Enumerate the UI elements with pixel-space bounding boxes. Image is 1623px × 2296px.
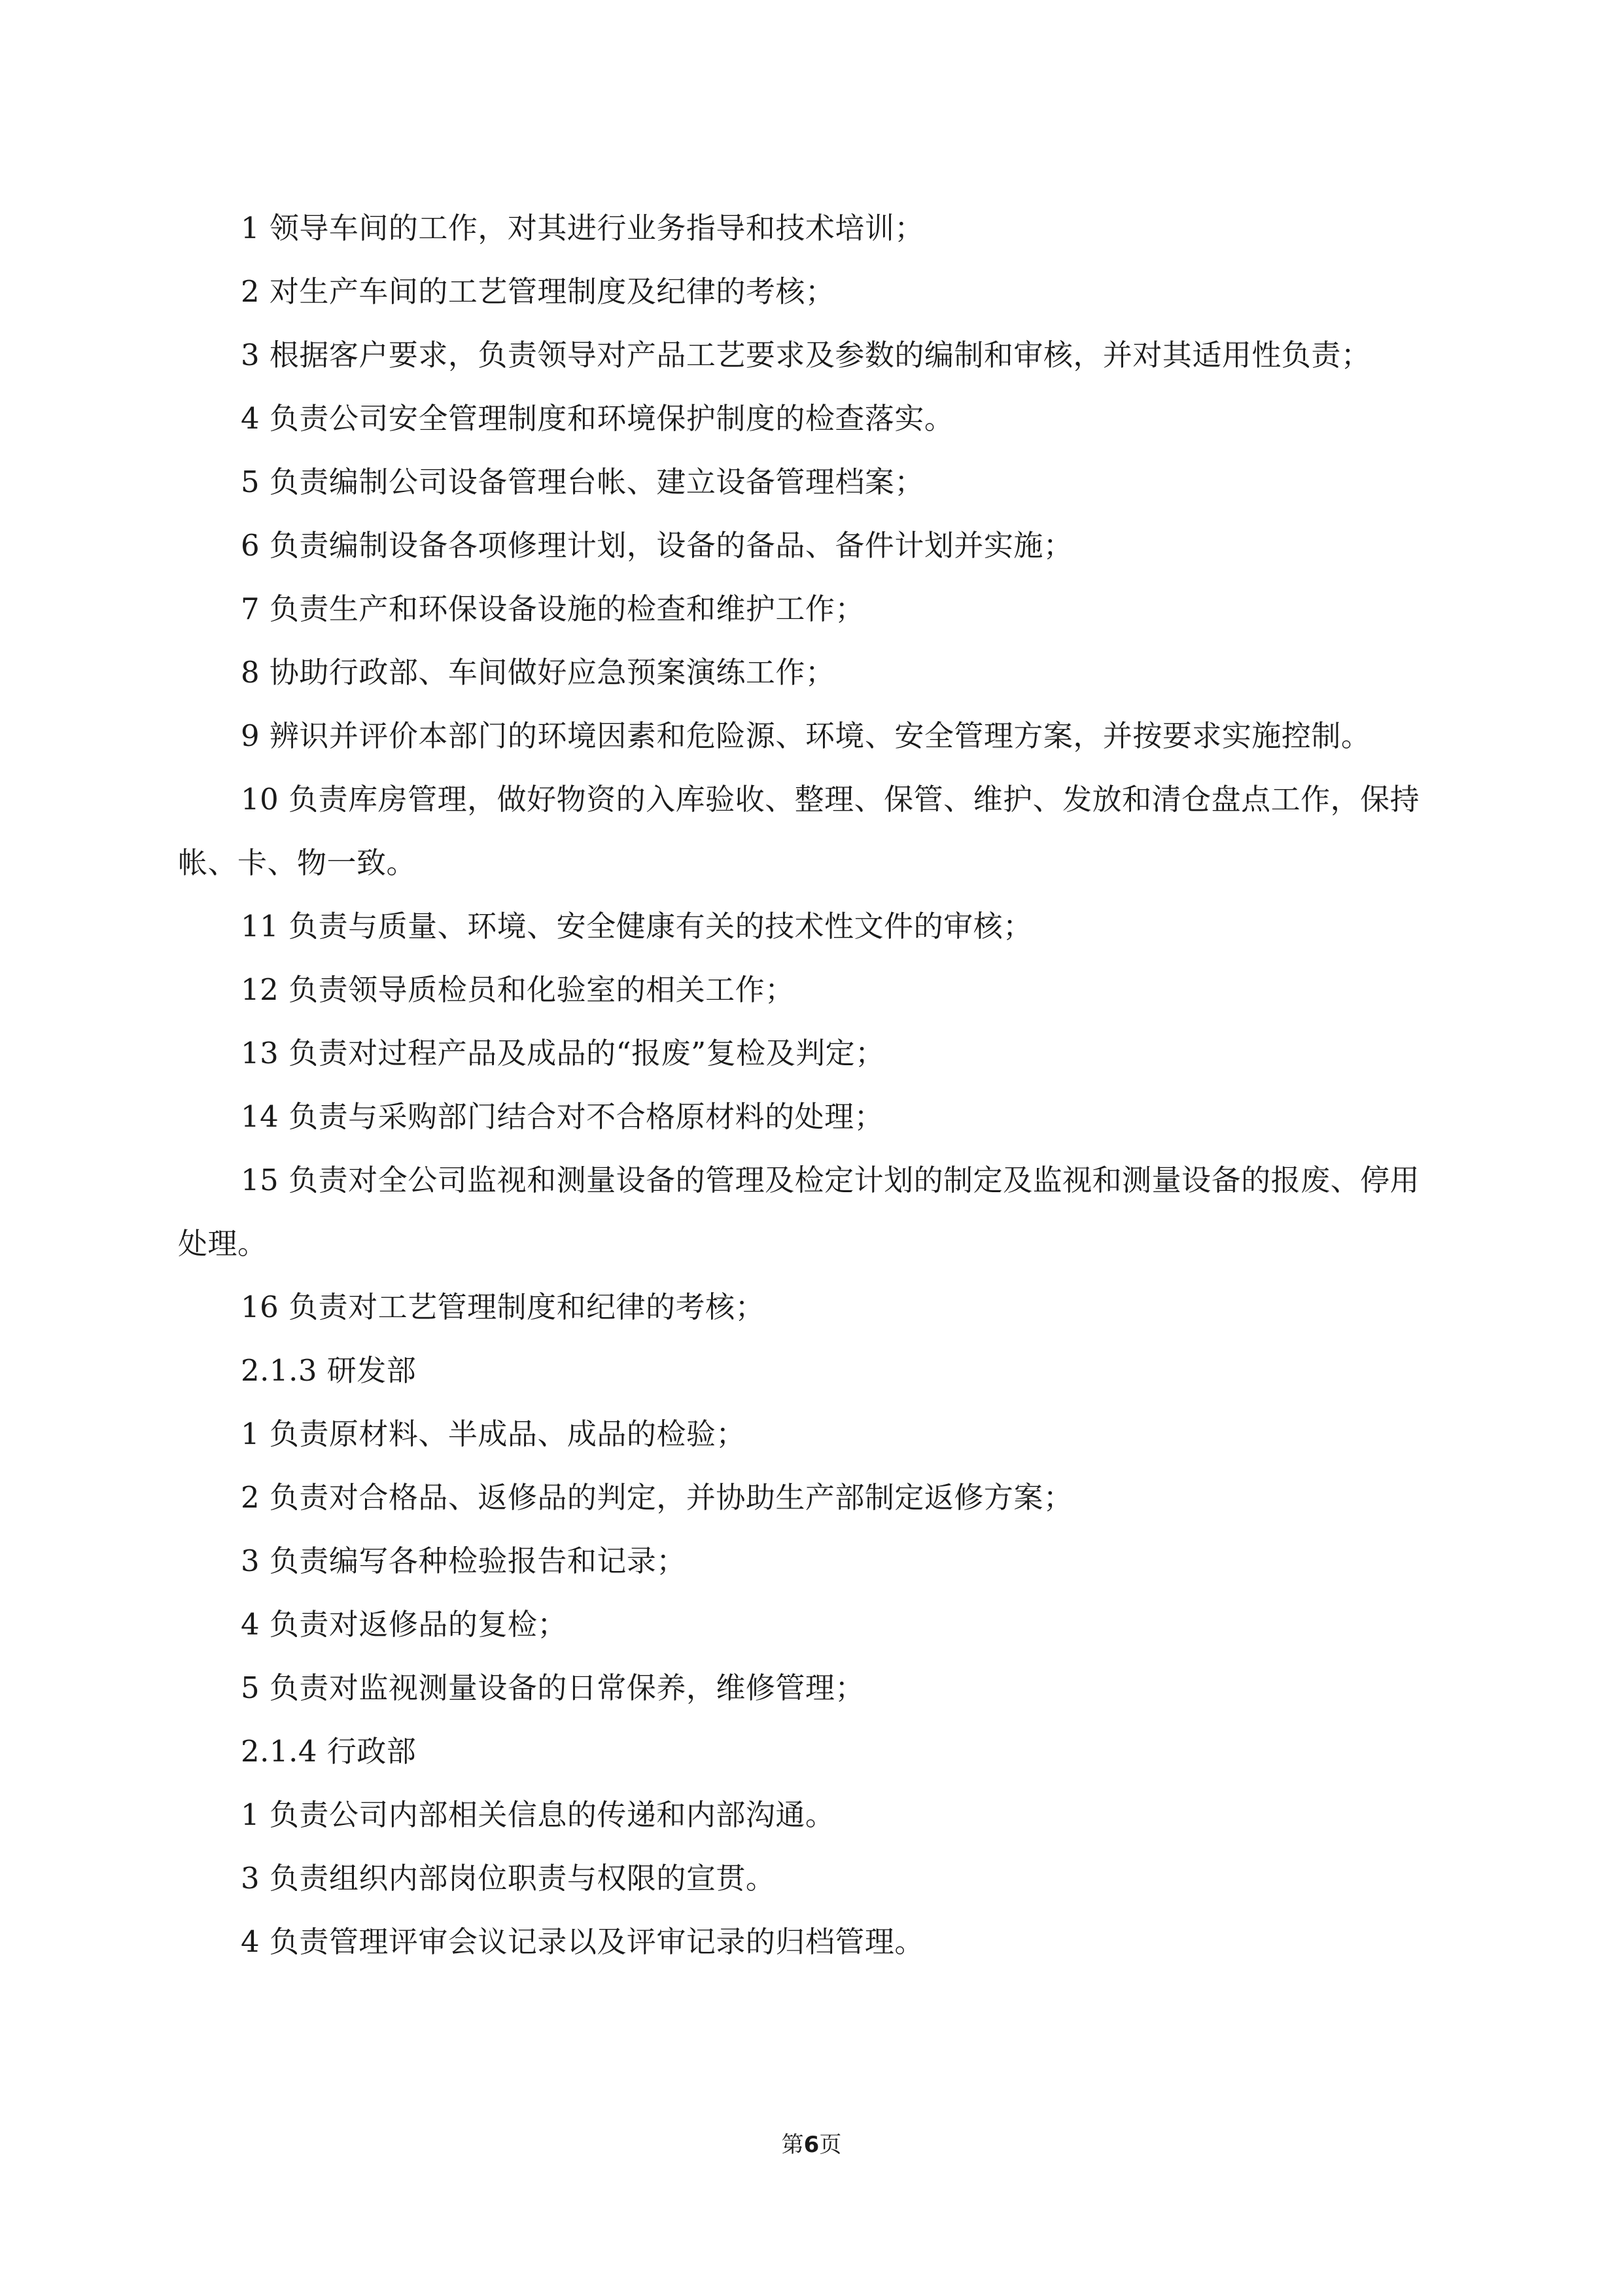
paragraph: 4 负责对返修品的复检； — [241, 1607, 567, 1642]
paragraph: 3 负责编写各种检验报告和记录； — [241, 1544, 686, 1578]
paragraph: 2 负责对合格品、返修品的判定，并协助生产部制定返修方案； — [241, 1480, 1073, 1515]
paragraph: 3 根据客户要求，负责领导对产品工艺要求及参数的编制和审核，并对其适用性负责； — [241, 338, 1371, 372]
paragraph: 2 对生产车间的工艺管理制度及纪律的考核； — [241, 274, 835, 309]
paragraph: 5 负责对监视测量设备的日常保养，维修管理； — [241, 1670, 865, 1705]
paragraph: 5 负责编制公司设备管理台帐、建立设备管理档案； — [241, 465, 924, 499]
paragraph: 7 负责生产和环保设备设施的检查和维护工作； — [241, 592, 865, 626]
paragraph: 9 辨识并评价本部门的环境因素和危险源、环境、安全管理方案，并按要求实施控制。 — [241, 718, 1371, 753]
paragraph: 16 负责对工艺管理制度和纪律的考核； — [241, 1290, 765, 1324]
paragraph: 1 负责公司内部相关信息的传递和内部沟通。 — [241, 1797, 835, 1832]
paragraph: 1 领导车间的工作，对其进行业务指导和技术培训； — [241, 211, 924, 245]
paragraph: 15 负责对全公司监视和测量设备的管理及检定计划的制定及监视和测量设备的报废、停用处理。 — [178, 1163, 1420, 1261]
paragraph: 4 负责公司安全管理制度和环境保护制度的检查落实。 — [241, 401, 954, 436]
paragraph: 11 负责与质量、环境、安全健康有关的技术性文件的审核； — [241, 909, 1033, 944]
paragraph: 6 负责编制设备各项修理计划，设备的备品、备件计划并实施； — [241, 528, 1073, 563]
paragraph: 14 负责与采购部门结合对不合格原材料的处理； — [241, 1099, 884, 1134]
page-number: 6 — [803, 2132, 820, 2158]
page-number-prefix: 第 — [781, 2132, 804, 2158]
paragraph: 10 负责库房管理，做好物资的入库验收、整理、保管、维护、发放和清仓盘点工作，保持帐、卡、物一致。 — [178, 782, 1420, 880]
page-number-suffix: 页 — [819, 2132, 842, 2158]
document-body — [178, 196, 1447, 1973]
paragraph: 4 负责管理评审会议记录以及评审记录的归档管理。 — [241, 1924, 924, 1959]
page-footer — [0, 2127, 1623, 2159]
paragraph: 3 负责组织内部岗位职责与权限的宣贯。 — [241, 1861, 776, 1896]
section-heading: 2.1.3 研发部 — [241, 1353, 417, 1388]
section-heading: 2.1.4 行政部 — [241, 1734, 417, 1769]
paragraph: 12 负责领导质检员和化验室的相关工作； — [241, 972, 795, 1007]
paragraph: 8 协助行政部、车间做好应急预案演练工作； — [241, 655, 835, 690]
paragraph: 13 负责对过程产品及成品的“报废”复检及判定； — [241, 1036, 885, 1070]
paragraph: 1 负责原材料、半成品、成品的检验； — [241, 1417, 746, 1451]
